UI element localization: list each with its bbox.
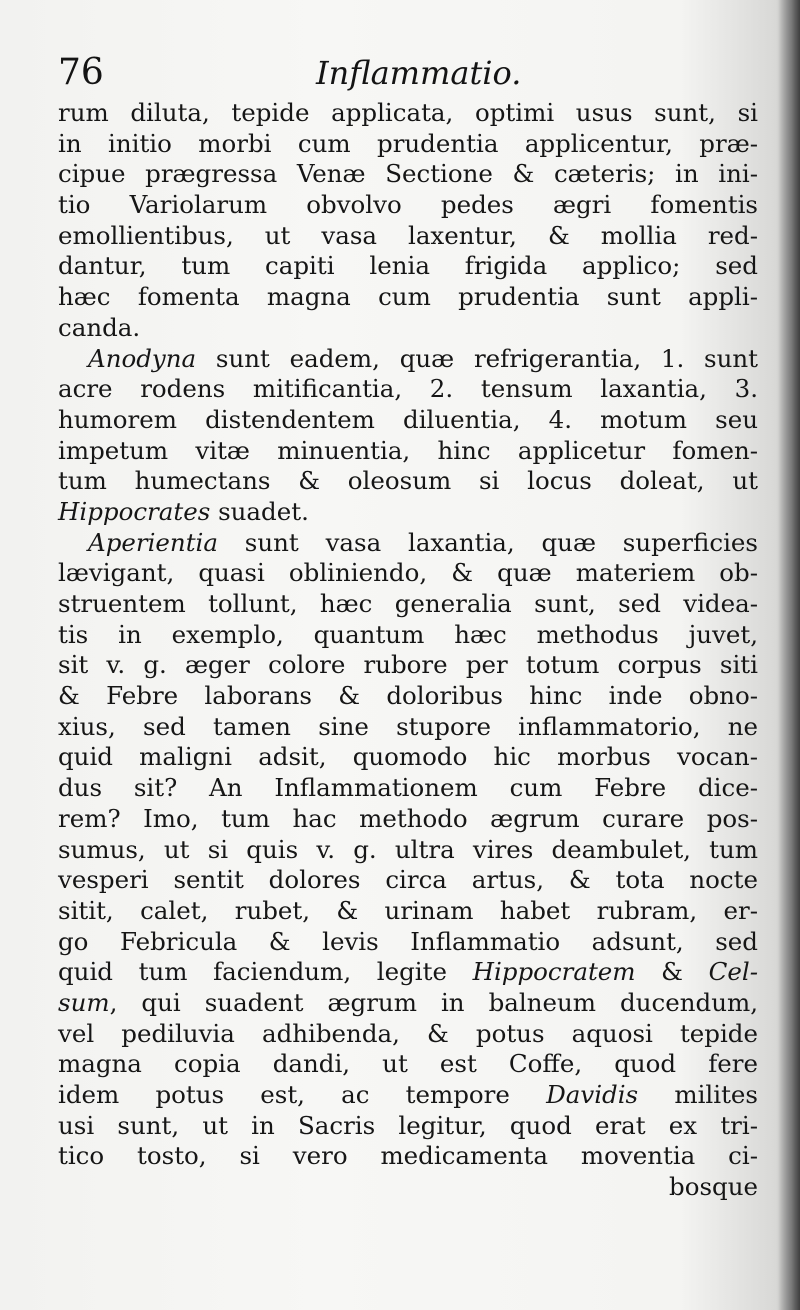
text-line: rum diluta, tepide applicata, optimi usus sunt, si — [58, 98, 758, 127]
text-line: emollientibus, ut vasa laxentur, & mollia red- — [58, 220, 758, 250]
text-line — [58, 988, 758, 1019]
text-line — [58, 1080, 758, 1111]
text-line: xius, sed tamen sine stupore inflammatorio, ne — [58, 711, 758, 741]
text-line: lævigant, quasi obliniendo, & quæ materiem ob- — [58, 558, 758, 588]
text-line: tum humectans & oleosum si locus doleat, ut — [58, 466, 758, 496]
ampersand: & — [661, 957, 683, 987]
term-aperientia: Aperientia — [88, 527, 218, 557]
text-line: & Febre laborans & doloribus hinc inde obno- — [58, 681, 758, 711]
name-davidis: Davidis — [546, 1080, 639, 1109]
text-line: tis in exemplo, quantum hæc methodus juvet, — [58, 619, 758, 649]
text-line: hæc fomenta magna cum prudentia sunt appli- — [58, 282, 758, 312]
name-hippocrates: Hippocrates — [58, 496, 211, 526]
catchword: bosque — [669, 1172, 758, 1202]
text-segment: suadet. — [218, 496, 309, 526]
text-line: vesperi sentit dolores circa artus, & tota nocte — [58, 865, 758, 895]
text-line: go Febricula & levis Inflammatio adsunt, sed — [58, 926, 758, 956]
text-segment: sunt vasa laxantia, quæ superficies — [244, 527, 758, 557]
name-celsum-part2: sum — [58, 987, 110, 1017]
page-number: 76 — [58, 52, 104, 93]
text-line: vel pediluvia adhibenda, & potus aquosi tepide — [58, 1018, 758, 1048]
text-line: in initio morbi cum prudentia applicentur, præ- — [58, 128, 758, 158]
text-line: sitit, calet, rubet, & urinam habet rubram, er- — [58, 895, 758, 925]
name-celsum-part1: Cel- — [708, 957, 758, 987]
text-line: tio Variolarum obvolvo pedes ægri fomentis — [58, 190, 758, 220]
text-line: struentem tollunt, hæc generalia sunt, sed videa- — [58, 589, 758, 618]
body-text — [58, 98, 758, 1203]
text-segment: , qui suadent ægrum in balneum ducendum, — [109, 987, 758, 1017]
text-segment: quid tum faciendum, legite — [58, 957, 447, 987]
text-line — [58, 497, 758, 528]
text-segment: milites — [674, 1080, 759, 1109]
text-line: magna copia dandi, ut est Coffe, quod fere — [58, 1049, 758, 1079]
text-line: canda. — [58, 312, 141, 342]
text-line: humorem distendentem diluentia, 4. motum seu — [58, 404, 758, 434]
running-head: Inflammatio. — [316, 54, 522, 92]
text-line: rem? Imo, tum hac methodo ægrum curare pos- — [58, 803, 758, 833]
text-line — [58, 528, 758, 559]
text-line: dantur, tum capiti lenia frigida applico; sed — [58, 251, 758, 281]
text-line: acre rodens mitificantia, 2. tensum laxantia, 3. — [58, 374, 758, 404]
text-line: cipue prægressa Venæ Sectione & cæteris; in ini- — [58, 159, 758, 189]
text-line: sit v. g. æger colore rubore per totum corpus siti — [58, 650, 758, 680]
text-line: usi sunt, ut in Sacris legitur, quod erat ex tri- — [58, 1110, 758, 1140]
text-line: dus sit? An Inflammationem cum Febre dice- — [58, 773, 758, 803]
text-line: impetum vitæ minuentia, hinc applicetur fomen- — [58, 435, 758, 465]
term-anodyna: Anodyna — [88, 343, 197, 373]
text-segment: idem potus est, ac tempore — [58, 1080, 510, 1109]
text-line — [58, 957, 758, 988]
name-hippocratem: Hippocratem — [472, 957, 636, 987]
text-line: tico tosto, si vero medicamenta moventia ci- — [58, 1141, 758, 1171]
page-spine-shadow — [778, 0, 800, 1310]
text-line — [58, 344, 758, 375]
text-line: sumus, ut si quis v. g. ultra vires deambulet, tum — [58, 834, 758, 864]
page-header — [58, 50, 758, 96]
text-line: quid maligni adsit, quomodo hic morbus vocan- — [58, 742, 758, 772]
text-segment: sunt eadem, quæ refrigerantia, 1. sunt — [215, 343, 758, 373]
